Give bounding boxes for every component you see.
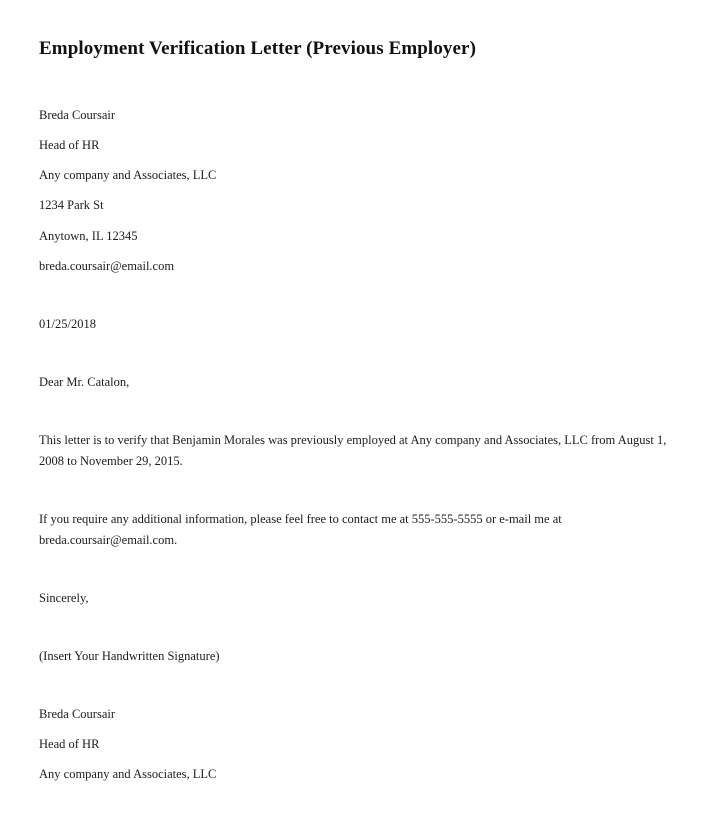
body-paragraph-1: This letter is to verify that Benjamin Morales was previously employed at Any company and Associates, LLC from August 1, 2008 to November 29, 2015.: [39, 433, 667, 468]
sender-street: 1234 Park St: [39, 198, 104, 212]
signoff-name: Breda Coursair: [39, 707, 116, 721]
sender-city: Anytown, IL 12345: [39, 229, 138, 243]
body-paragraph-2: If you require any additional information, please feel free to contact me at 555-555-5555 or e-mail me at breda.coursair@email.com.: [39, 512, 562, 547]
letter-title: Employment Verification Letter (Previous Employer): [39, 38, 477, 59]
salutation: Dear Mr. Catalon,: [39, 375, 130, 389]
letter-date: 01/25/2018: [39, 317, 96, 331]
sender-role: Head of HR: [39, 138, 100, 152]
signoff-role: Head of HR: [39, 737, 100, 751]
sender-name: Breda Coursair: [39, 108, 116, 122]
sender-company: Any company and Associates, LLC: [39, 168, 217, 182]
signature-placeholder: (Insert Your Handwritten Signature): [39, 649, 220, 663]
sender-email: breda.coursair@email.com: [39, 259, 175, 273]
signoff-company: Any company and Associates, LLC: [39, 767, 217, 781]
closing: Sincerely,: [39, 591, 89, 605]
